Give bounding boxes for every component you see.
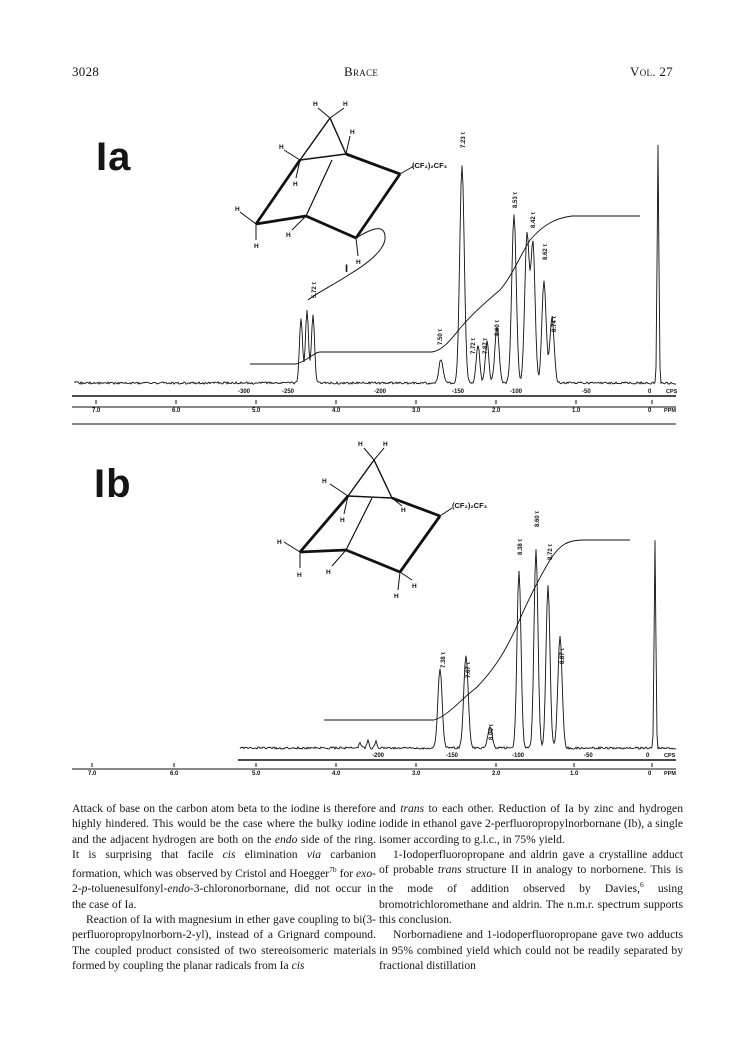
h-atom-label: H [254,243,259,250]
peak-label: 8.38 τ [518,538,524,555]
paragraph [379,801,683,847]
h-atom-label: H [313,101,318,108]
peak-label: 8.00 τ [495,319,501,336]
h-atom-label: H [326,569,331,576]
h-atom-label: H [297,572,302,579]
h-atom-label: H [286,232,291,239]
italic-term: cis [291,958,305,972]
integral-curve [324,540,630,720]
h-atom-label: H [350,129,355,136]
paragraph [379,927,683,973]
ppm-tick-label: 0 [648,771,652,777]
text-run: -2- [72,867,376,896]
peak-label: 8.87 τ [560,647,566,664]
peak-label: 8.72 τ [548,543,554,560]
peak-label: 8.62 τ [543,243,549,260]
reference-superscript: 7b [329,865,337,875]
ppm-tick-label: 6.0 [170,771,179,777]
cps-tick-label: -100 [512,753,525,759]
reference-superscript: 6 [639,880,644,890]
ppm-tick-label: 5.0 [252,771,261,777]
peak-label: 7.67 τ [466,661,472,678]
cps-tick-label: -150 [446,753,459,759]
peak-label: 8.74 τ [552,315,558,332]
italic-term: p [81,882,88,896]
cps-tick-label: -50 [584,753,593,759]
ppm-tick-label: 3.0 [412,408,421,414]
ppm-tick-label: 0 [648,408,652,414]
page-number: 3028 [72,64,100,79]
spectrum-trace [74,145,676,384]
peak-label: 7.87 τ [483,337,489,354]
h-atom-label: H [322,478,327,485]
h-atom-label: H [235,206,240,213]
text-run: using bromotrichloromethane and aldrin. The n.m.r. spectrum supports this conclusion. [379,882,683,926]
h-atom-label: H [343,101,348,108]
text-run: Reaction of Ia with magnesium in ether gave coupling to bi(3-perfluoropropylnorborn-2-yl), instead of a Grignard compound. The coupled product consisted of two stereoisomeric materials formed by coupling the planar radicals from Ia [72,912,376,972]
ppm-tick-label: 2.0 [492,408,501,414]
substituent-label: (CF₂)₂CF₃ [412,161,448,170]
figure-label-ib: Ib [94,462,132,506]
text-run: carbanion formation, which was observed by Cristol and Hoegger [72,847,376,881]
peak-label: 8.00 τ [489,723,495,740]
cps-tick-label: -250 [282,389,295,395]
paragraph [72,801,376,912]
cps-tick-label: -100 [510,389,523,395]
text-run: 1-Iodoperfluoropropane and aldrin gave a crystalline adduct of probable [379,847,683,877]
cps-unit-label: CPS [664,753,676,759]
ppm-tick-label: 6.0 [172,408,181,414]
text-run: side of the ring. It is surprising that facile [72,832,376,861]
text-run: Norbornadiene and 1-iodoperfluoropropane gave two adducts in 95% combined yield which could not be readily separated by fractional distillation [379,928,683,972]
cps-unit-label: CPS [666,389,678,395]
h-atom-label: H [358,441,363,448]
volume-label: Vol. 27 [630,64,673,79]
structure-ia [240,108,414,300]
ppm-tick-label: 1.0 [572,408,581,414]
ppm-unit-label: PPM [664,408,676,414]
cps-tick-label: -200 [372,753,385,759]
cps-tick-label: -150 [452,389,465,395]
cps-tick-label: -50 [582,389,591,395]
text-run: -3-chloronorbornane, did not occur in the case of Ia. [72,882,376,911]
ia-axis [72,396,676,424]
cps-tick-label: -300 [238,389,251,395]
ppm-tick-label: 3.0 [412,771,421,777]
iodine-label: I [345,263,349,275]
text-run: to each other. Reduction of Ia by zinc and hydrogen iodide in ethanol gave 2-perfluoropropylnorbornane (Ib), a single isomer according to g.l.c., in 75% yield. [379,802,683,846]
substituent-label: (CF₂)₂CF₃ [452,501,488,510]
text-run: and [379,802,401,815]
ppm-tick-label: 7.0 [88,771,97,777]
ib-peak-labels [441,511,566,740]
peak-label: 7.38 τ [441,651,447,668]
italic-term: exo [356,867,373,881]
nmr-spectrum-ib [0,425,747,790]
italic-term: via [306,847,322,861]
h-atom-label: H [394,593,399,600]
text-run: for [336,867,357,881]
ppm-tick-label: 5.0 [252,408,261,414]
figure-label-ia: Ia [96,135,132,179]
peak-label: 7.23 τ [461,131,467,148]
italic-term: cis [222,847,236,861]
ppm-tick-label: 4.0 [332,771,341,777]
italic-term: endo [167,882,190,896]
h-atom-label: H [401,507,406,514]
text-run: elimination [235,847,307,861]
peak-label: 7.50 τ [438,328,444,345]
h-atom-label: H [340,517,345,524]
text-run: Attack of base on the carbon atom beta to the iodine is therefore highly hindered. This would be the case where the bulky iodine and the adjacent hydrogen are both on the [72,802,376,846]
ppm-unit-label: PPM [664,771,676,777]
paragraph [72,912,376,973]
cps-tick-label: -200 [374,389,387,395]
italic-term: endo [274,832,298,846]
running-head-author: Brace [344,64,379,79]
h-atom-label: H [293,181,298,188]
cps-tick-label: 0 [648,389,652,395]
peak-label: 8.42 τ [531,211,537,228]
text-run: -toluenesulfonyl- [87,882,168,896]
ppm-tick-label: 4.0 [332,408,341,414]
nmr-spectrum-ia [0,90,747,425]
peak-label: 8.60 τ [535,510,541,527]
h-atom-label: H [277,539,282,546]
text-column-left [72,801,376,973]
text-column-right [379,801,683,973]
peak-label: 7.72 τ [471,337,477,354]
spectrum-trace [240,540,676,749]
h-atom-label: H [279,144,284,151]
peak-label: 5.72 τ [312,281,318,298]
paragraph [379,847,683,927]
text-run: structure II in analogy to norbornene. This is the mode of addition observed by Davies, [379,863,683,896]
ppm-tick-label: 2.0 [492,771,501,777]
h-atom-label: H [412,583,417,590]
italic-term: trans [437,863,462,877]
ib-axis [72,760,676,769]
h-atom-label: H [356,259,361,266]
italic-term: trans [400,802,425,815]
ppm-tick-label: 7.0 [92,408,101,414]
cps-tick-label: 0 [646,753,650,759]
ppm-tick-label: 1.0 [570,771,579,777]
structure-ib [284,448,452,590]
h-atom-label: H [383,441,388,448]
peak-label: 8.53 τ [513,191,519,208]
